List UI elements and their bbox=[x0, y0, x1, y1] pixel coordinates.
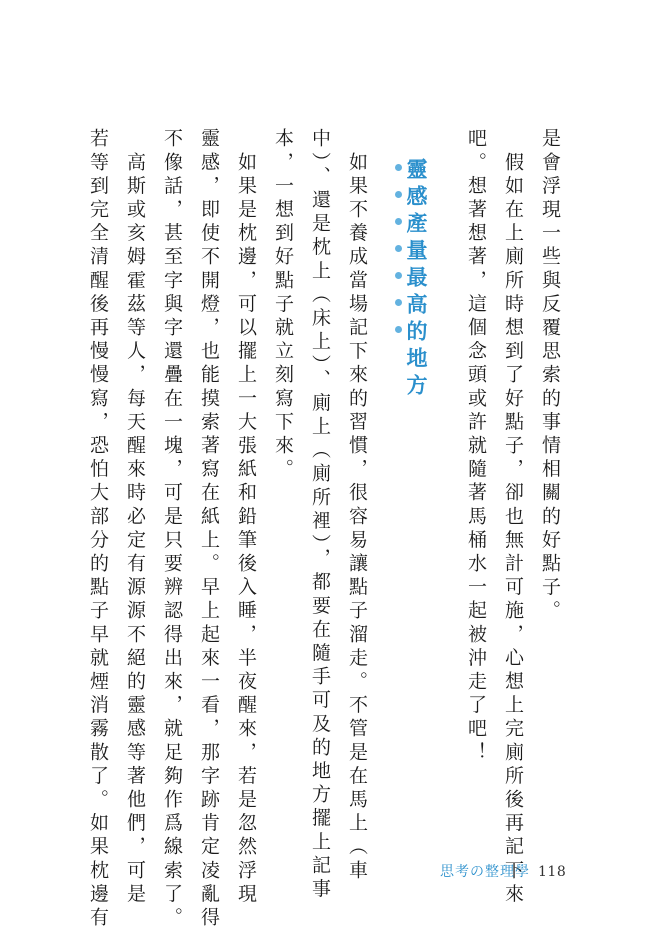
text-column-2: 假如在上廁所時想到了好點子，卻也無計可施，心想上完廁所後再記下來 bbox=[502, 128, 524, 907]
text-column-8: 靈感，即使不開燈，也能摸索著寫在紙上。早上起來一看，那字跡肯定凌亂得 bbox=[198, 128, 220, 931]
text-column-9: 不像話，甚至字與字還疊在一塊，可是只要辨認得出來，就足夠作爲線索了。 bbox=[161, 128, 183, 931]
text-column-6: 本，一想到好點子就立刻寫下來。 bbox=[272, 128, 294, 482]
running-title: 思考の整理學 bbox=[440, 864, 530, 880]
text-column-7: 如果是枕邊，可以擺上一大張紙和鉛筆後入睡，半夜醒來，若是忽然浮現 bbox=[235, 128, 257, 907]
page-footer bbox=[440, 861, 566, 881]
page-number: 118 bbox=[538, 864, 567, 880]
text-column-11: 若等到完全清醒後再慢慢寫，恐怕大部分的點子早就煙消霧散了。如果枕邊有 bbox=[87, 128, 109, 931]
text-column-3: 吧。想著想著，這個念頭或許就隨著馬桶水一起被沖走了吧！ bbox=[465, 128, 487, 766]
heading-dot-decoration bbox=[395, 164, 403, 364]
text-column-5: 中）、還是枕上（床上）、廁上（廁所裡），都要在隨手可及的地方擺上記事 bbox=[309, 128, 331, 902]
text-column-10: 高斯或亥姆霍茲等人，每天醒來時必定有源源不絕的靈感等著他們，可是 bbox=[124, 128, 146, 907]
text-column-1: 是會浮現一些與反覆思索的事情相關的好點子。 bbox=[539, 128, 561, 624]
text-column-4: 如果不養成當場記下來的習慣，很容易讓點子溜走。不管是在馬上（車 bbox=[346, 128, 368, 884]
section-heading bbox=[395, 158, 428, 401]
section-heading-text: 靈感產量最高的地方 bbox=[404, 158, 428, 401]
